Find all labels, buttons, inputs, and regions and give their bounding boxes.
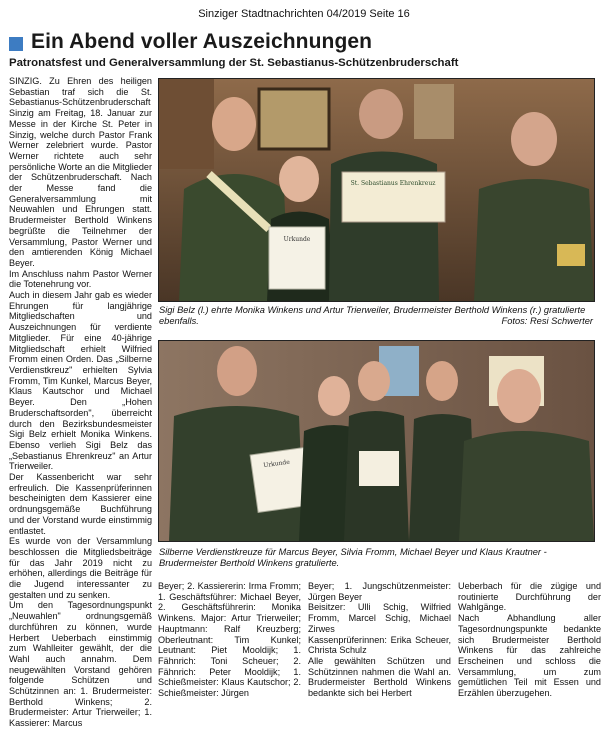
paragraph: Beyer; 2. Kassiererin: Irma Fromm; 1. Geschäftsführer: Michael Beyer, 2. Geschäftsführerin: Monika Winkens. Major: Artur Trierweiler; Hauptmann: Ralf Kreuzberg; Oberleutnant: Tim Kunkel; Leutnant: Piet Mooldijk; 1. Fähnrich: Toni Scheuer; 2. Fähnrich: Peter Mooldijk; 1. Schießmeister: Klaus Kautschor; 2. Schießmeister: Jürgen [158,581,301,699]
paragraph: Alle gewählten Schützen und Schützinnen nahmen die Wahl an. Brudermeister Berthold Winkens bedankte sich bei Herbert [308,655,451,699]
title-marker [9,37,23,51]
paragraph: Im Anschluss nahm Pastor Werner die Totenehrung vor. [9,268,152,290]
photo-caption-1 [159,305,593,327]
paragraph: Ueberbach für die zügige und routinierte Durchführung der Wahlgänge. [458,581,601,613]
page-header: Sinziger Stadtnachrichten 04/2019 Seite 16 [198,8,410,20]
paragraph: Beyer; 1. Jungschützenmeister: Jürgen Beyer [308,581,451,602]
paragraph: Beisitzer: Ulli Schig, Wilfried Fromm, Marcel Schig, Michael Zirwes [308,602,451,634]
article-title: Ein Abend voller Auszeichnungen [31,30,373,53]
photo-honors-1 [158,78,595,302]
photo-credit: Fotos: Resi Schwerter [501,316,593,326]
photo-caption-2: Silberne Verdienstkreuze für Marcus Beyer, Silvia Fromm, Michael Beyer und Klaus Krautner - Brudermeister Berthold Winkens gratulierte. [159,547,547,568]
article-subtitle: Patronatsfest und Generalversammlung der St. Sebastianus-Schützenbruderschaft [9,57,459,69]
paragraph: Es wurde von der Versammlung beschlossen die Mitgliedsbeiträge für das Jahr 2019 nicht zu erhöhen, allerdings die Beiträge für die Jugend interessanter zu gestalten und zu senken. [9,536,152,600]
article-column-4 [458,581,601,699]
paragraph: Der Kassenbericht war sehr erfreulich. Die Kassenprüferinnen bescheinigten dem Kassierer eine ordnungsgemäße Buchführung und der Vorstand wurde einstimmig entlastet. [9,472,152,536]
certificate-label: Urkunde [262,458,291,470]
paragraph: SINZIG. Zu Ehren des heiligen Sebastian traf sich die St. Sebastianus-Schützenbruderschaft Sinzig am Freitag, 18. Januar zur Messe in der Kirche St. Peter in Sinzig, welche durch Pastor Frank Werner zelebriert wurde. Pastor Werner richtete auch sehr persönliche Worte an die Mitglieder der Schützenbruderschaft. Nach der Messe fand die Generalversammlung mit Neuwahlen und Ehrungen statt. Brudermeister Berthold Winkens begrüßte die Teilnehmer der Versammlung, Pastor Werner und den amtierenden König Michael Beyer. [9,76,152,268]
paragraph: Nach Abhandlung aller Tagesordnungspunkte bedankte sich Brudermeister Berthold Winkens für das zahlreiche Erscheinen und schloss die Versammlung, um zum gemütlichen Teil mit Essen und Erzählen überzugehen. [458,613,601,699]
article-column-3 [308,581,451,699]
caption-text: Sigi Belz (l.) ehrte Monika Winkens und Artur Trierweiler, Brudermeister Berthold Winkens (r.) gratulierte ebenfalls. [159,305,586,326]
paragraph: Um den Tagesordnungspunkt „Neuwahlen" ordnungsgemäß durchführen zu können, wurde Herbert Ueberbach einstimmig zum Wahlleiter gewählt, der die Wahl auch annahm. Dem neugewählten Vorstand gehören folgende Schützen und Schützinnen an: 1. Brudermeister: Berthold Winkens; 2. Brudermeister: Artur Trierweiler; 1. Kassierer: Marcus [9,600,152,729]
article-column-1 [9,76,152,729]
certificate-right-label: St. Sebastianus Ehrenkreuz [350,180,436,187]
photo-honors-2 [158,340,595,542]
article-column-2 [158,581,301,699]
paragraph: Kassenprüferinnen: Erika Scheuer, Christa Schulz [308,634,451,656]
certificate-left-label: Urkunde [283,236,311,243]
paragraph: Auch in diesem Jahr gab es wieder Ehrungen für langjährige Mitgliedschaften und Auszeichnungen für verdiente Mitglieder. Für eine 40-jährige Mitgliedschaft erhielt Wilfried Fromm einen Orden. Das „Silberne Verdienstkreuz" erhielten Sylvia Fromm, Tim Kunkel, Marcus Beyer, Klaus Kautschor und Michael Beyer. Den „Hohen Bruderschaftsorden", überreicht durch den Bezirksbundesmeister Sigi Belz erhielt Monika Winkens. Ebenso verlieh Sigi Belz das „Sebastianus Ehrenkreuz" an Artur Trierweiler. [9,290,152,472]
